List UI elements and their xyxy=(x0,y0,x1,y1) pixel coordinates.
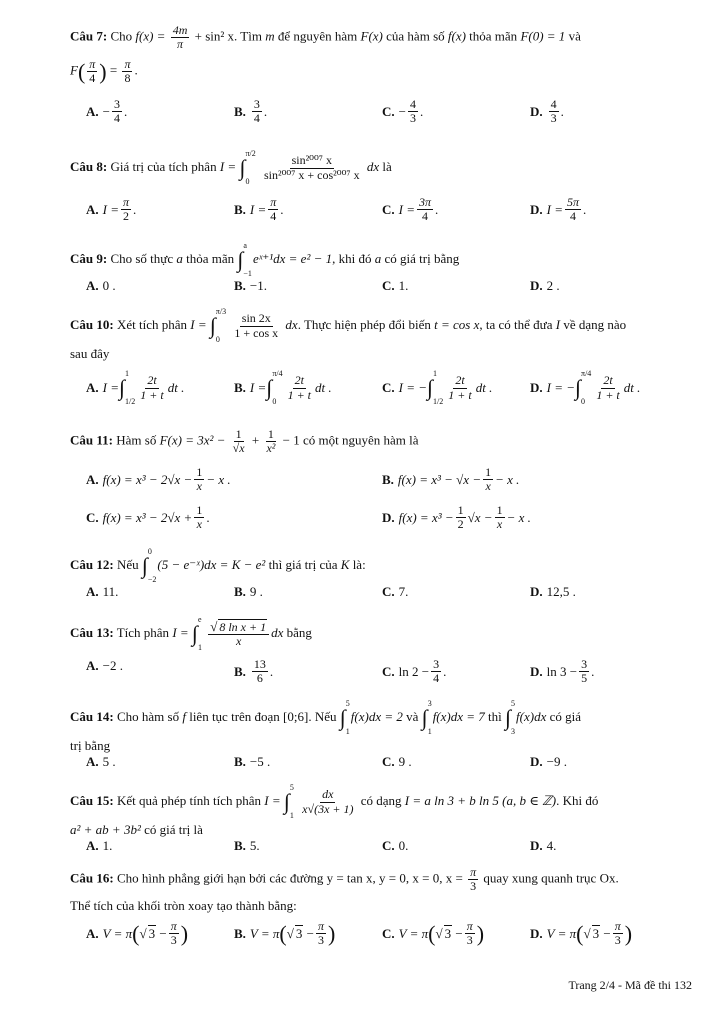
question-15-options xyxy=(86,838,686,868)
option-c[interactable]: C. 0. xyxy=(382,838,409,853)
option-c[interactable]: C. I = − ∫ 1 1/2 2t 1 + t dt . xyxy=(382,369,493,406)
option-c[interactable]: C. f(x) = x³ − 2√x + $\frac{1}{x}$ . xyxy=(86,503,210,532)
option-a[interactable]: A. V = π ( √ 3 − π 3 ) xyxy=(86,919,189,948)
question-9: Câu 9: Cho số thực a thỏa mãn ∫ a −1 eˣ⁺¹dx = e² − 1, khi đó a có giá trị bằng xyxy=(70,241,460,278)
option-a[interactable]: A. −2 . xyxy=(86,658,123,673)
question-7-options xyxy=(86,98,686,128)
option-a[interactable]: A. f(x) = x³ − 2√x − $\frac{1}{x}$ − x . xyxy=(86,465,231,494)
option-b[interactable]: B. f(x) = x³ − √x − $\frac{1}{x}$ − x . xyxy=(382,465,520,494)
question-14-options xyxy=(86,754,686,784)
option-d[interactable]: D. −9 . xyxy=(530,754,567,769)
question-16: Câu 16: Cho hình phẳng giới hạn bởi các đường y = tan x, y = 0, x = 0, x = $\frac{\pi}{3}$ quay xung quanh trục Ox. xyxy=(70,865,619,894)
option-d[interactable]: D. ln 3 − $\frac{3}{5}$ . xyxy=(530,657,595,686)
option-a[interactable]: A. 5 . xyxy=(86,754,116,769)
option-b[interactable]: B. −5 . xyxy=(234,754,271,769)
question-10-cont: sau đây xyxy=(70,346,110,361)
option-b[interactable]: B. V = π ( √ 3 − π 3 ) xyxy=(234,919,336,948)
option-c[interactable]: C. V = π ( √ 3 − π 3 ) xyxy=(382,919,485,948)
question-16-options xyxy=(86,920,686,950)
option-d[interactable]: D. 4. xyxy=(530,838,557,853)
question-11: Câu 11: Hàm số F(x) = 3x² − $\frac{1}{√x}$ + $\frac{1}{\text{x²}}$ − 1 có một nguyên hàm là xyxy=(70,427,419,456)
option-d[interactable]: D. f(x) = x³ − $\frac{1}{2}$ √x − $\frac{1}{x}$ − x . xyxy=(382,503,531,532)
question-15: Câu 15: Kết quả phép tính tích phân I = ∫ 5 1 $\frac{dx}{x√(3x + 1)}$ có dạng I = a ln 3 + b ln 5 (a, b ∈ ℤ). Khi đó xyxy=(70,783,599,820)
option-b[interactable]: B. 5. xyxy=(234,838,260,853)
option-b[interactable]: B. −1. xyxy=(234,278,268,293)
option-b[interactable]: B. 9 . xyxy=(234,584,263,599)
option-d[interactable]: D. V = π ( √ 3 − π 3 ) xyxy=(530,919,633,948)
option-d[interactable]: D. 4 3 . xyxy=(530,97,564,126)
question-13: Câu 13: Tích phân I = ∫ e 1 $\frac{\text{√ 8 ln x + 1}}{x}$ dx bằng xyxy=(70,615,312,652)
question-label: Câu 7: xyxy=(70,28,108,44)
question-7-cont: F( $\frac{\pi}{4}$ ) = $\frac{\pi}{8}$ . xyxy=(70,57,138,86)
question-13-options xyxy=(86,658,686,688)
option-b[interactable]: B. 3 4 . xyxy=(234,97,268,126)
question-11-options-row2 xyxy=(86,504,686,534)
option-b[interactable]: B. I = ∫ π/4 0 2t 1 + t dt . xyxy=(234,369,332,406)
question-12: Câu 12: Nếu ∫ 0 −2 (5 − e⁻ˣ)dx = K − e² thì giá trị của K là: xyxy=(70,547,366,584)
question-10-options xyxy=(86,369,686,406)
question-16-cont: Thể tích của khối tròn xoay tạo thành bằng: xyxy=(70,898,297,913)
option-a[interactable]: A. I = ∫ 1 1/2 2t 1 + t dt . xyxy=(86,369,185,406)
page-footer: Trang 2/4 - Mã đề thi 132 xyxy=(568,978,692,992)
option-d[interactable]: D. I = $\frac{5\pi}{4}$ . xyxy=(530,195,587,224)
option-c[interactable]: C. 7. xyxy=(382,584,409,599)
question-11-options-row1 xyxy=(86,466,686,496)
question-14-cont: trị bằng xyxy=(70,738,111,753)
option-c[interactable]: C. 9 . xyxy=(382,754,412,769)
option-a[interactable]: A. − $\frac{3}{4}$ . xyxy=(86,97,128,126)
question-12-options xyxy=(86,584,686,614)
option-a[interactable]: A. 11. xyxy=(86,584,119,599)
option-d[interactable]: D. 2 . xyxy=(530,278,560,293)
option-c[interactable]: C. 1. xyxy=(382,278,409,293)
question-9-options xyxy=(86,278,686,308)
question-15-cont: a² + ab + 3b² có giá trị là xyxy=(70,822,203,837)
option-c[interactable]: C. I = $\frac{3\pi}{4}$ . xyxy=(382,195,439,224)
option-d[interactable]: D. I = − ∫ π/4 0 2t 1 + t dt . xyxy=(530,369,641,406)
option-c[interactable]: C. ln 2 − $\frac{3}{4}$ . xyxy=(382,657,447,686)
option-b[interactable]: B. I = $\frac{\pi}{4}$ . xyxy=(234,195,284,224)
question-7: Câu 7: Cho f(x) = $\frac{4m}{\pi}$ + sin² x. Tìm m để nguyên hàm F(x) của hàm số f(x) thỏa mãn F(0) = 1 và xyxy=(70,23,581,52)
question-8-options xyxy=(86,196,686,226)
option-c[interactable]: C. − $\frac{4}{3}$ . xyxy=(382,97,424,126)
option-d[interactable]: D. 12,5 . xyxy=(530,584,576,599)
question-14: Câu 14: Cho hàm số f liên tục trên đoạn [0;6]. Nếu ∫ 5 1 f(x)dx = 2 và ∫ 3 1 f(x)dx = 7 thì ∫ 5 3 f(x)dx có giá xyxy=(70,699,582,736)
option-a[interactable]: A. I = $\frac{\pi}{2}$ . xyxy=(86,195,137,224)
option-a[interactable]: A. 1. xyxy=(86,838,113,853)
option-b[interactable]: B. 13 6 . xyxy=(234,657,274,686)
question-10: Câu 10: Xét tích phân I = ∫ π/3 0 $\frac{\sin 2x}{\text{1 + cos x}}$ dx. Thực hiện phép đổi biến t = cos x, ta có thể đưa I về dạng nào xyxy=(70,307,627,344)
option-a[interactable]: A. 0 . xyxy=(86,278,116,293)
question-8: Câu 8: Giá trị của tích phân I = ∫ π/2 0 $\frac{\text{sin²⁰⁰⁷ x}}{\text{sin²⁰⁰⁷ x + cos²⁰⁰⁷ x}}$ dx là xyxy=(70,149,392,186)
